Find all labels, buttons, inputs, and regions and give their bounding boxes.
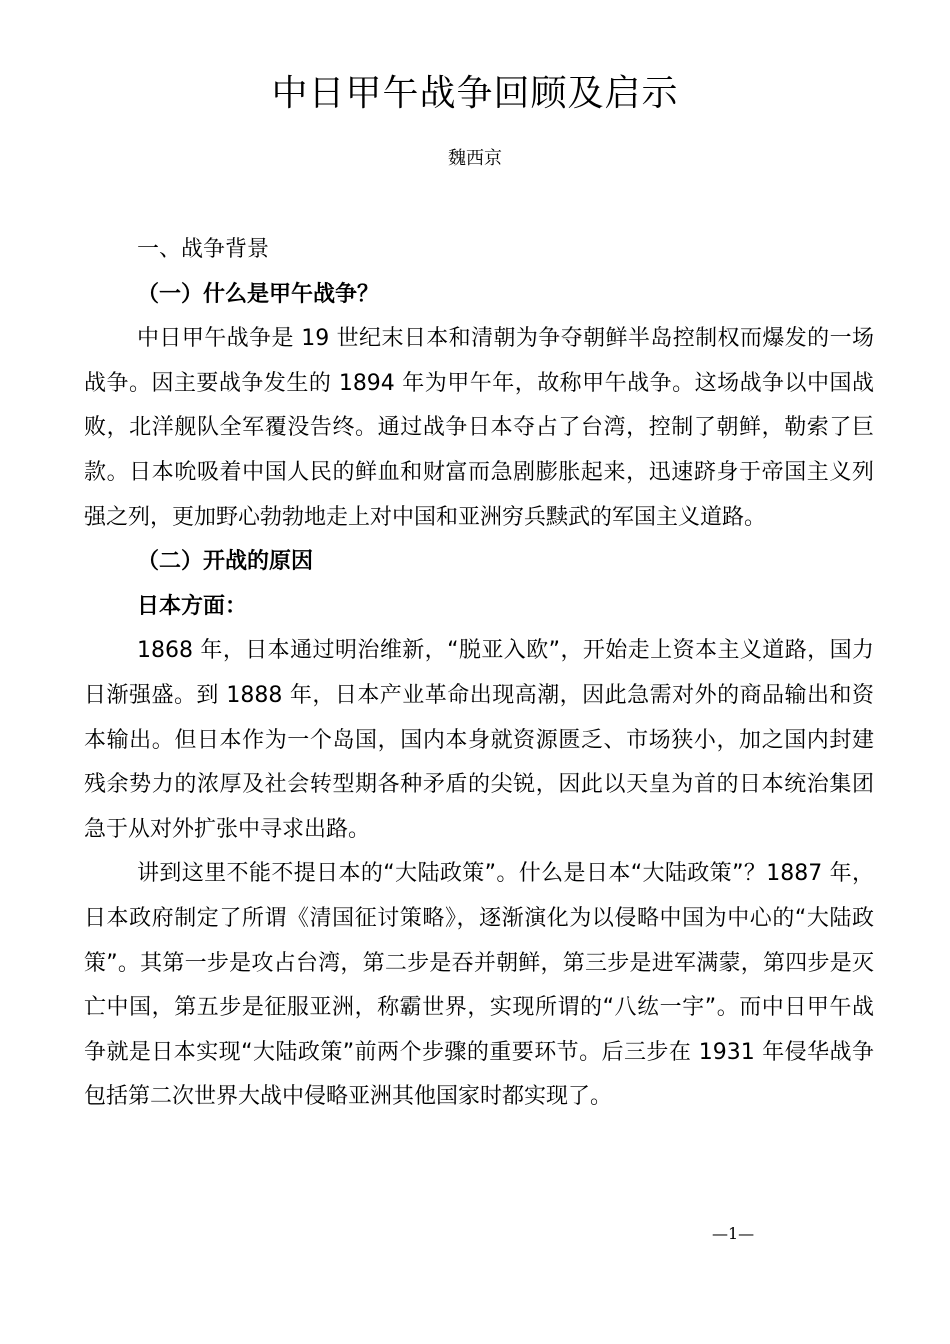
- author-name: 魏西京: [448, 148, 502, 169]
- japan-side-heading: 日本方面：: [137, 593, 248, 619]
- paragraph-war-summary: 中日甲午战争是 19 世纪末日本和清朝为争夺朝鲜半岛控制权而爆发的一场战争。因主要战争发生的 1894 年为甲午年，故称甲午战争。这场战争以中国战败，北洋舰队全军覆没告终。通过战争日本夺占了台湾，控制了朝鲜，勒索了巨款。日本吮吸着中国人民的鲜血和财富而急剧膨胀起来，迅速跻身于帝国主义列强之列，更加野心勃勃地走上对中国和亚洲穷兵黩武的军国主义道路。: [84, 326, 874, 530]
- subsection-heading-causes: （二）开战的原因: [137, 549, 314, 575]
- section-heading-background: 一、战争背景: [137, 237, 270, 262]
- document-title: 中日甲午战争回顾及启示: [271, 73, 679, 114]
- subsection-heading-what-is-war: （一）什么是甲午战争？: [137, 281, 380, 307]
- paragraph-meiji-restoration: 1868 年，日本通过明治维新，“脱亚入欧”，开始走上资本主义道路，国力日渐强盛。到 1888 年，日本产业革命出现高潮，因此急需对外的商品输出和资本输出。但日本作为一个岛国，国内本身就资源匮乏、市场狭小，加之国内封建残余势力的浓厚及社会转型期各种矛盾的尖锐，因此以天皇为首的日本统治集团急于从对外扩张中寻求出路。: [84, 638, 874, 842]
- document-body: [84, 228, 874, 1120]
- page-number: —1—: [712, 1224, 755, 1243]
- paragraph-continental-policy: 讲到这里不能不提日本的“大陆政策”。什么是日本“大陆政策”？1887 年，日本政府制定了所谓《清国征讨策略》，逐渐演化为以侵略中国为中心的“大陆政策”。其第一步是攻占台湾，第二步是吞并朝鲜，第三步是进军满蒙，第四步是灭亡中国，第五步是征服亚洲，称霸世界，实现所谓的“八纮一宇”。而中日甲午战争就是日本实现“大陆政策”前两个步骤的重要环节。后三步在 1931 年侵华战争包括第二次世界大战中侵略亚洲其他国家时都实现了。: [84, 861, 874, 1110]
